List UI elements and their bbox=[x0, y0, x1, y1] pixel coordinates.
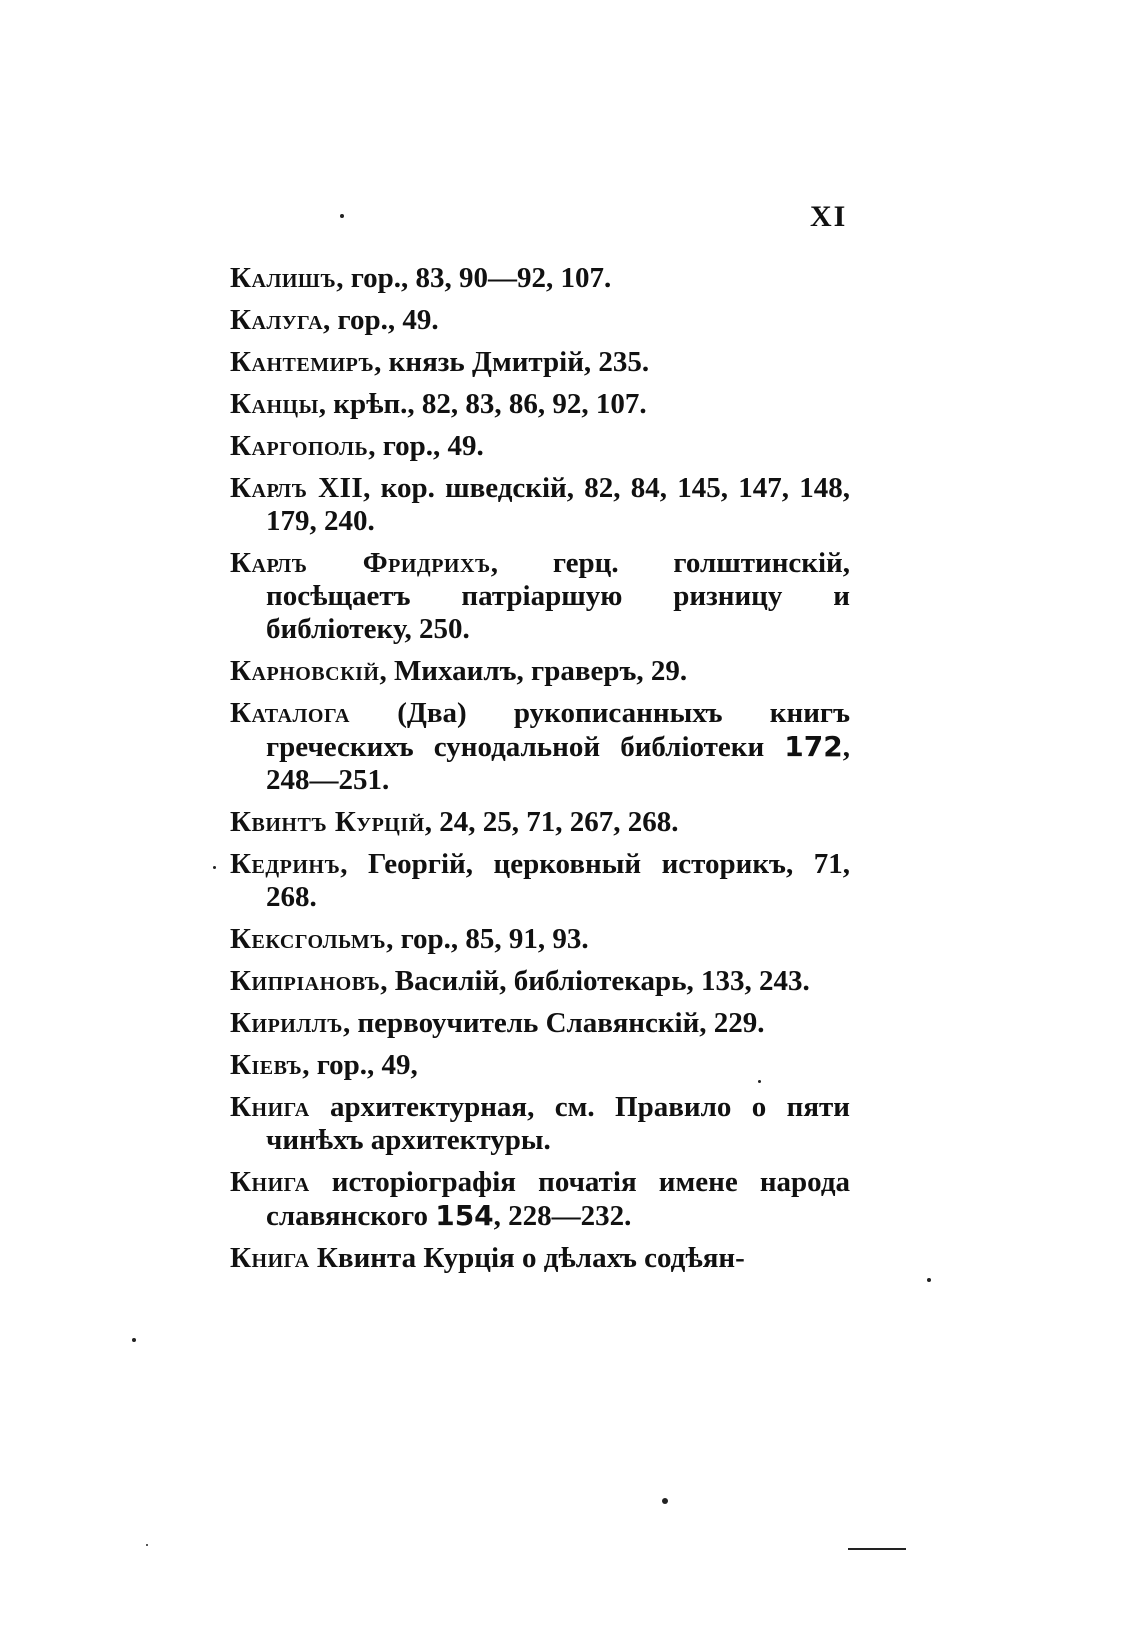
entry-head: Квинтъ Курцій bbox=[230, 806, 425, 838]
entry-head: Карлъ Фридрихъ bbox=[230, 547, 491, 579]
entry-text: Квинта Курція о дѣлахъ содѣян- bbox=[309, 1242, 745, 1274]
entry-head: Карновскій bbox=[230, 655, 380, 687]
index-entry bbox=[230, 430, 850, 463]
scan-speck bbox=[758, 1080, 761, 1083]
index-entry bbox=[230, 848, 850, 914]
entry-text: , 24, 25, 71, 267, 268. bbox=[424, 806, 679, 838]
index-entry bbox=[230, 547, 850, 646]
entry-text: , кор. шведскій, 82, 84, 145, 147, 148, 179, 240. bbox=[266, 472, 850, 537]
entry-head: Калишъ bbox=[230, 262, 337, 294]
scan-speck bbox=[927, 1278, 931, 1282]
index-entry bbox=[230, 806, 850, 839]
scan-speck bbox=[213, 866, 216, 869]
index-entry bbox=[230, 304, 850, 337]
page-number: XI bbox=[810, 200, 848, 233]
index-entry bbox=[230, 1166, 850, 1233]
entry-head: Кексгольмъ bbox=[230, 923, 387, 955]
entry-head: Книга bbox=[230, 1242, 310, 1274]
entry-bold-number: 154 bbox=[435, 1199, 494, 1232]
index-entry bbox=[230, 1007, 850, 1040]
bottom-rule bbox=[848, 1548, 906, 1550]
index-entry bbox=[230, 1049, 850, 1082]
entry-text: (Два) рукописанныхъ книгъ греческихъ сунодальной библіотеки bbox=[266, 697, 850, 763]
scan-speck bbox=[132, 1338, 136, 1342]
entry-head: Кіевъ bbox=[230, 1049, 303, 1081]
index-list bbox=[230, 262, 850, 1284]
entry-text: , гор., 49. bbox=[323, 304, 439, 336]
entry-text: архитектурная, см. Правило о пяти чинѣхъ архитектуры. bbox=[266, 1091, 850, 1156]
entry-bold-number: 172 bbox=[784, 730, 843, 763]
index-entry bbox=[230, 1091, 850, 1157]
entry-text: , Георгій, церковный историкъ, 71, 268. bbox=[266, 848, 850, 913]
scan-speck bbox=[340, 214, 344, 218]
entry-head: Канцы bbox=[230, 388, 319, 420]
entry-text: , князь Дмитрій, 235. bbox=[374, 346, 650, 378]
entry-head: Каталога bbox=[230, 697, 350, 729]
index-entry bbox=[230, 388, 850, 421]
entry-text: , гор., 85, 91, 93. bbox=[386, 923, 589, 955]
entry-text: , гор., 83, 90—92, 107. bbox=[336, 262, 612, 294]
index-entry bbox=[230, 965, 850, 998]
entry-head: Книга bbox=[230, 1166, 310, 1198]
entry-text-tail: , 248—251. bbox=[266, 731, 850, 796]
scan-speck bbox=[146, 1544, 148, 1546]
index-entry bbox=[230, 923, 850, 956]
index-entry bbox=[230, 1242, 850, 1275]
entry-head: Каргополь bbox=[230, 430, 369, 462]
entry-head: Кипріановъ bbox=[230, 965, 381, 997]
entry-text: , первоучитель Славянскій, 229. bbox=[342, 1007, 765, 1039]
index-entry bbox=[230, 262, 850, 295]
entry-text: , герц. голштинскій, посѣщаетъ патріаршую ризницу и библіотеку, 250. bbox=[266, 547, 850, 645]
entry-text: , гор., 49, bbox=[302, 1049, 418, 1081]
index-entry bbox=[230, 472, 850, 538]
entry-head: Калуга bbox=[230, 304, 324, 336]
entry-text: , крѣп., 82, 83, 86, 92, 107. bbox=[318, 388, 647, 420]
entry-text: исторіографія початія имене народа славянского bbox=[266, 1166, 850, 1232]
entry-head: Кедринъ bbox=[230, 848, 341, 880]
entry-text: , Василій, библіотекарь, 133, 243. bbox=[380, 965, 810, 997]
entry-text: , гор., 49. bbox=[368, 430, 484, 462]
scan-speck bbox=[662, 1498, 668, 1504]
index-entry bbox=[230, 346, 850, 379]
index-entry bbox=[230, 697, 850, 797]
entry-text: , Михаилъ, граверъ, 29. bbox=[379, 655, 688, 687]
entry-head: Кантемиръ bbox=[230, 346, 375, 378]
entry-head: Книга bbox=[230, 1091, 310, 1123]
entry-head: Карлъ XII bbox=[230, 472, 364, 504]
index-entry bbox=[230, 655, 850, 688]
entry-head: Кириллъ bbox=[230, 1007, 343, 1039]
entry-text-tail: , 228—232. bbox=[493, 1200, 632, 1232]
